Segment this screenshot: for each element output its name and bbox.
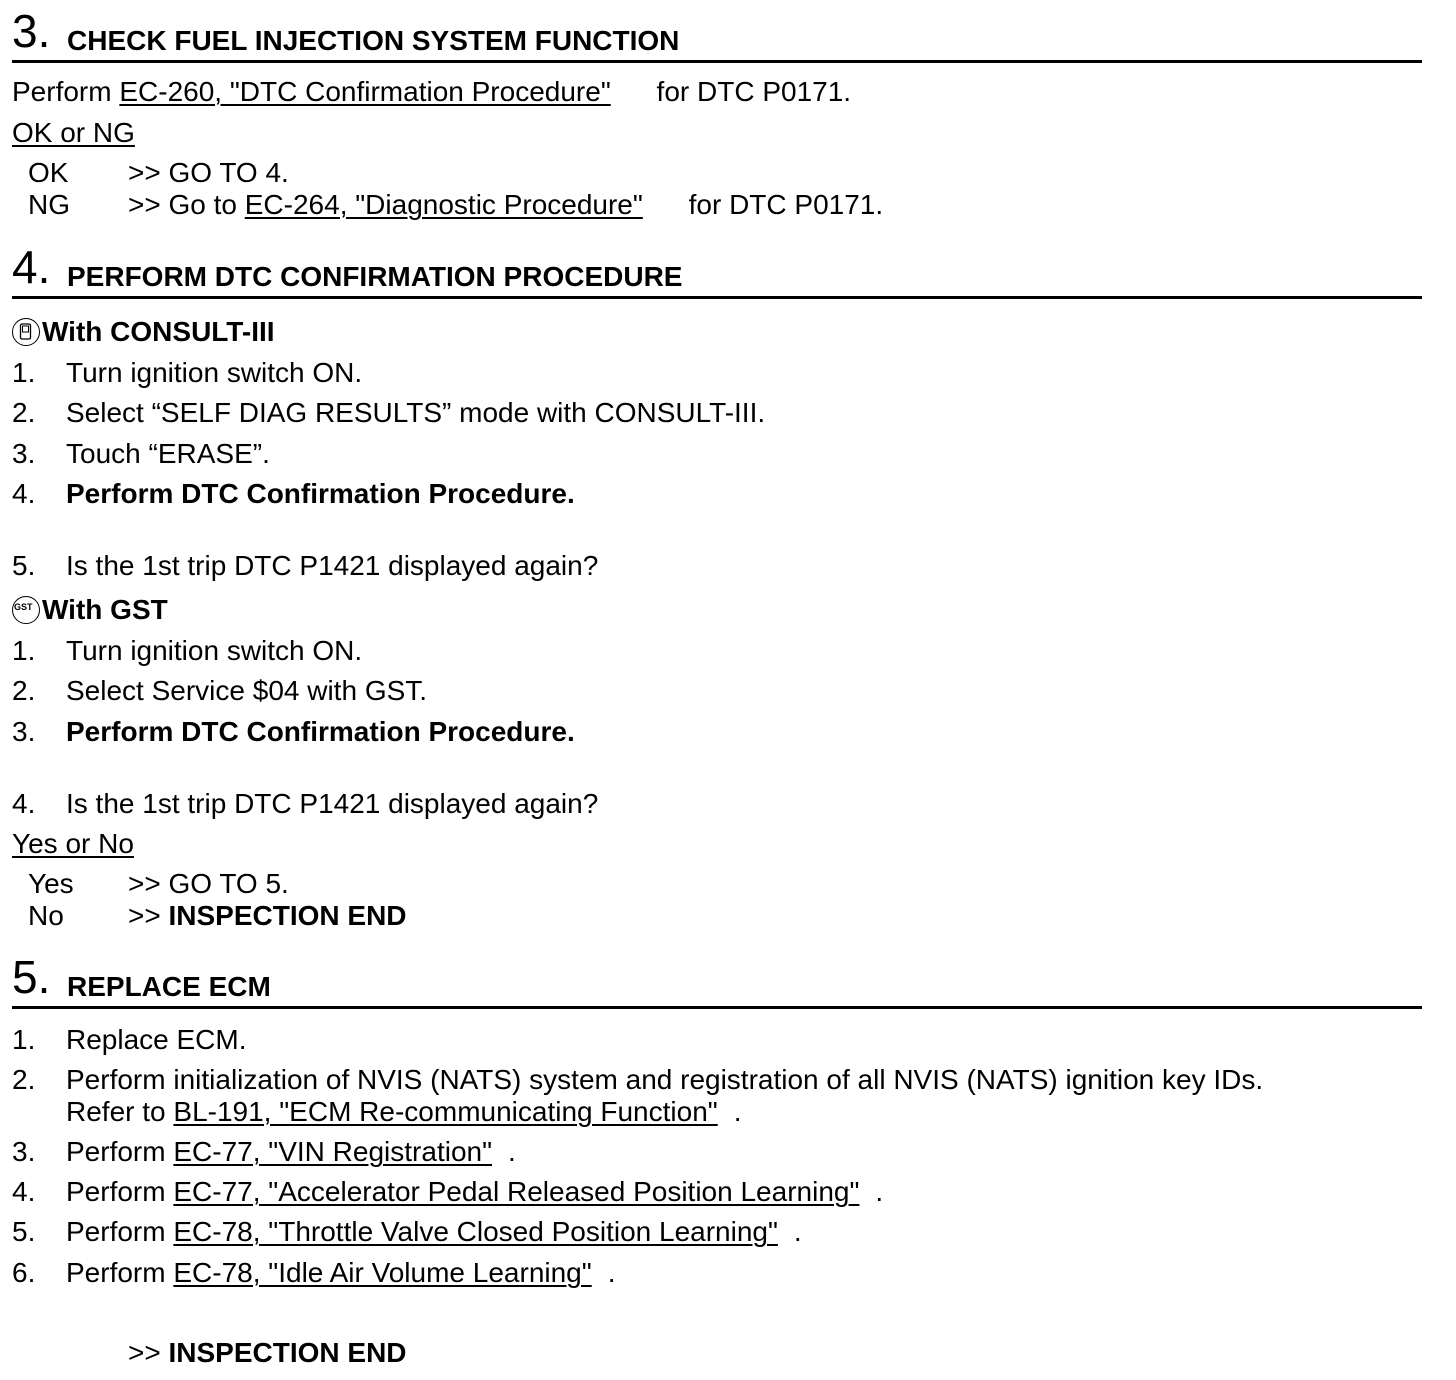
- step-3-instruction: [12, 76, 851, 108]
- gst-heading: [12, 594, 168, 626]
- diagnostic-procedure-link[interactable]: EC-264, "Diagnostic Procedure": [244, 189, 643, 220]
- consult-tool-icon: [12, 318, 40, 346]
- final-inspection-end: [128, 1337, 407, 1369]
- throttle-valve-learning-link[interactable]: EC-78, "Throttle Valve Closed Position Learning": [173, 1216, 778, 1247]
- idle-air-volume-learning-link[interactable]: EC-78, "Idle Air Volume Learning": [173, 1257, 592, 1288]
- step-title: PERFORM DTC CONFIRMATION PROCEDURE: [67, 261, 683, 292]
- step-3-header: [12, 5, 1422, 63]
- result-label-yes: Yes: [28, 868, 74, 899]
- step-number: 3.: [12, 5, 51, 57]
- list-number: 6.: [12, 1257, 36, 1288]
- result-ng-prefix: >> Go to: [128, 189, 237, 220]
- list-item: Turn ignition switch ON.: [66, 635, 363, 666]
- dtc-confirmation-link[interactable]: EC-260, "DTC Confirmation Procedure": [119, 76, 611, 107]
- item-suffix: .: [733, 1096, 742, 1127]
- list-item: [66, 1216, 802, 1248]
- list-number: 4.: [12, 788, 36, 819]
- item-prefix: Perform: [66, 1136, 166, 1167]
- ecm-recommunicating-link[interactable]: BL-191, "ECM Re-communicating Function": [173, 1096, 718, 1127]
- end-prefix: >>: [128, 1337, 161, 1368]
- list-number: 4.: [12, 478, 36, 509]
- list-item: Select Service $04 with GST.: [66, 675, 428, 706]
- list-number: 2.: [12, 675, 36, 706]
- list-number: 3.: [12, 716, 36, 747]
- gst-tool-icon: [12, 596, 40, 624]
- result-label-no: No: [28, 900, 64, 931]
- list-number: 1.: [12, 357, 36, 388]
- list-number: 1.: [12, 1024, 36, 1055]
- instruction-suffix: for DTC P0171.: [656, 76, 852, 107]
- step-title: REPLACE ECM: [67, 971, 271, 1002]
- item-suffix: .: [875, 1176, 884, 1207]
- gst-icon-label: GST: [14, 602, 33, 612]
- list-item: Perform initialization of NVIS (NATS) system and registration of all NVIS (NATS) ignition key IDs.: [66, 1064, 1264, 1095]
- list-item-continuation: [66, 1096, 742, 1128]
- item-prefix: Perform: [66, 1216, 166, 1247]
- inspection-end-text: INSPECTION END: [168, 900, 407, 931]
- list-number: 3.: [12, 438, 36, 469]
- result-label-ok: OK: [28, 157, 69, 188]
- step-4-header: [12, 241, 1422, 299]
- list-item: Touch “ERASE”.: [66, 438, 270, 469]
- list-item: Is the 1st trip DTC P1421 displayed again?: [66, 788, 599, 819]
- list-item: Select “SELF DIAG RESULTS” mode with CONSULT-III.: [66, 397, 766, 428]
- result-text-ng: [128, 189, 883, 221]
- step-title: CHECK FUEL INJECTION SYSTEM FUNCTION: [67, 25, 680, 56]
- step-number: 4.: [12, 241, 51, 293]
- item-suffix: .: [508, 1136, 516, 1167]
- consult-heading-text: With CONSULT-III: [42, 316, 275, 347]
- list-item: Is the 1st trip DTC P1421 displayed again?: [66, 550, 599, 581]
- result-label-ng: NG: [28, 189, 70, 220]
- result-heading: OK or NG: [12, 117, 135, 148]
- list-number: 3.: [12, 1136, 36, 1167]
- item-suffix: .: [793, 1216, 802, 1247]
- instruction-prefix: Perform: [12, 76, 112, 107]
- list-number: 5.: [12, 550, 36, 581]
- list-number: 2.: [12, 1064, 36, 1095]
- accelerator-pedal-learning-link[interactable]: EC-77, "Accelerator Pedal Released Position Learning": [173, 1176, 860, 1207]
- list-item: Replace ECM.: [66, 1024, 247, 1055]
- result-text-yes: >> GO TO 5.: [128, 868, 289, 899]
- result-ng-suffix: for DTC P0171.: [688, 189, 884, 220]
- list-item: [66, 1136, 516, 1168]
- list-item: [66, 1257, 615, 1289]
- step-5-header: [12, 951, 1422, 1009]
- item-prefix: Perform: [66, 1176, 166, 1207]
- result-text-no: [128, 900, 407, 932]
- inspection-end-text: INSPECTION END: [168, 1337, 407, 1368]
- gst-heading-text: With GST: [42, 594, 168, 625]
- list-item: [66, 1176, 883, 1208]
- item-prefix: Perform: [66, 1257, 166, 1288]
- list-item: Turn ignition switch ON.: [66, 357, 363, 388]
- consult-heading: [12, 316, 275, 348]
- item-suffix: .: [607, 1257, 616, 1288]
- list-number: 1.: [12, 635, 36, 666]
- list-number: 5.: [12, 1216, 36, 1247]
- result-text-ok: >> GO TO 4.: [128, 157, 289, 188]
- list-number: 2.: [12, 397, 36, 428]
- result-no-prefix: >>: [128, 900, 161, 931]
- list-item: Perform DTC Confirmation Procedure.: [66, 478, 575, 509]
- list-item: Perform DTC Confirmation Procedure.: [66, 716, 575, 747]
- step-number: 5.: [12, 951, 51, 1003]
- result-heading: Yes or No: [12, 828, 134, 859]
- vin-registration-link[interactable]: EC-77, "VIN Registration": [173, 1136, 493, 1167]
- list-number: 4.: [12, 1176, 36, 1207]
- refer-prefix: Refer to: [66, 1096, 166, 1127]
